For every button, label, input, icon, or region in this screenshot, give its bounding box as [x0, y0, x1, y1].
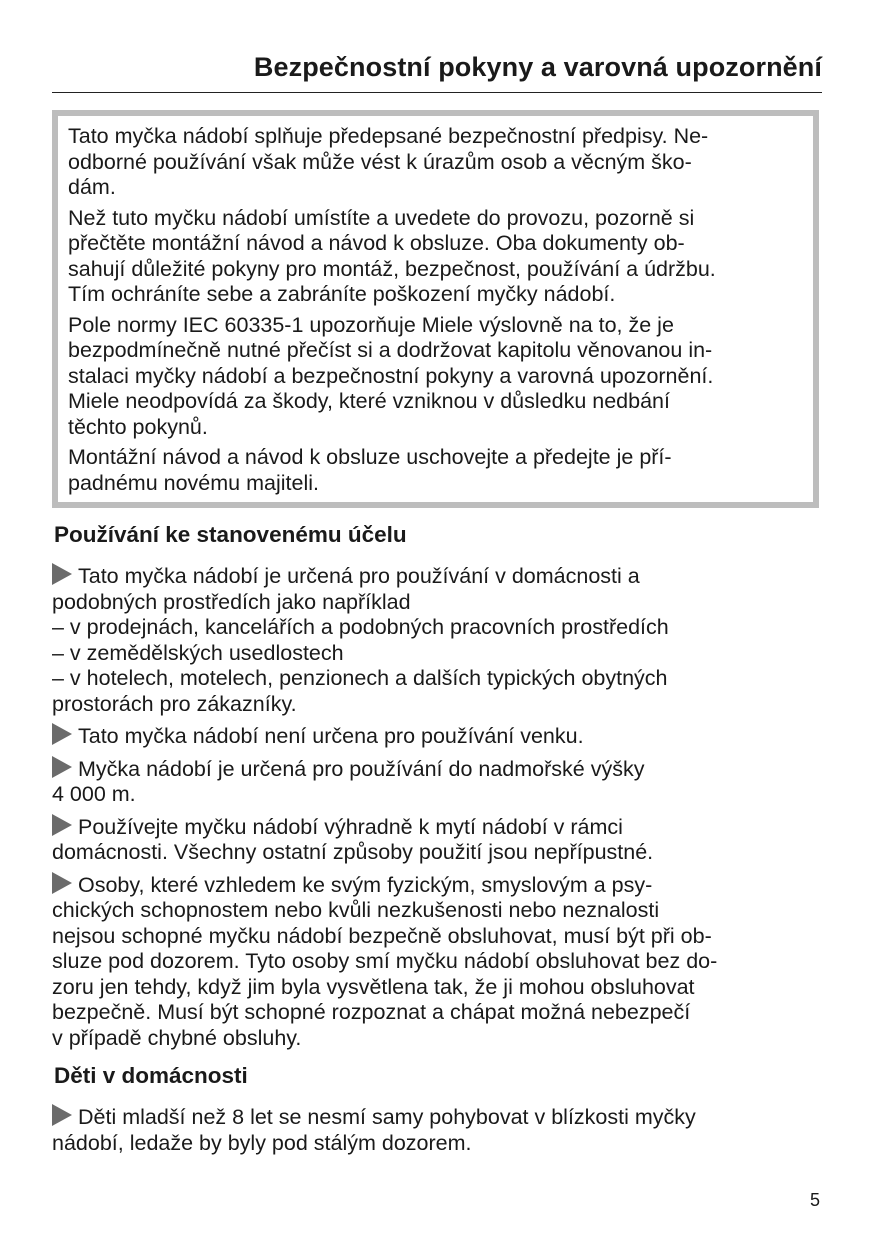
text-line: přečtěte montážní návod a návod k obsluze. Oba dokumenty ob- — [68, 231, 685, 255]
dash-item: – v hotelech, motelech, penzionech a dalších typických obytných — [52, 666, 668, 690]
warning-paragraph-2 — [68, 206, 810, 308]
warning-box-text — [68, 124, 810, 501]
text-line: Tato myčka nádobí splňuje předepsané bezpečnostní předpisy. Ne- — [68, 124, 709, 148]
section-heading-intended-use: Používání ke stanovenému účelu — [54, 522, 407, 547]
children-list — [52, 1104, 827, 1162]
list-item — [52, 814, 827, 866]
text-line — [52, 756, 827, 783]
text-line: chických schopnostem nebo kvůli nezkušenosti nebo neznalosti — [52, 898, 660, 922]
text-line: Montážní návod a návod k obsluze uschovejte a předejte je pří- — [68, 445, 672, 469]
text-line — [52, 814, 827, 841]
page-header-title: Bezpečnostní pokyny a varovná upozornění — [253, 52, 822, 82]
text-line: prostorách pro zákazníky. — [52, 691, 297, 716]
text-line: dám. — [68, 175, 116, 199]
arrow-bullet-icon — [52, 723, 72, 745]
text-line — [52, 563, 827, 590]
text-line: Pole normy IEC 60335-1 upozorňuje Miele výslovně na to, že je — [68, 312, 674, 337]
text-line: Než tuto myčku nádobí umístíte a uvedete do provozu, pozorně si — [68, 205, 695, 230]
text-line: odborné používání však může vést k úrazům osob a věcným ško- — [68, 149, 692, 174]
warning-box — [52, 110, 819, 508]
text-line: sahují důležité pokyny pro montáž, bezpečnost, používání a údržbu. — [68, 256, 716, 281]
header-divider — [52, 92, 822, 93]
dash-item: – v prodejnách, kancelářích a podobných pracovních prostředích — [52, 615, 669, 639]
arrow-bullet-icon — [52, 563, 72, 585]
text-line: nejsou schopné myčku nádobí bezpečně obsluhovat, musí být při ob- — [52, 923, 712, 948]
text-line: těchto pokynů. — [68, 414, 208, 439]
text-line-content: Děti mladší než 8 let se nesmí samy pohybovat v blízkosti myčky — [78, 1105, 696, 1129]
arrow-bullet-icon — [52, 872, 72, 894]
text-line: nádobí, ledaže by byly pod stálým dozorem. — [52, 1130, 472, 1155]
text-line: podobných prostředích jako například — [52, 589, 411, 614]
text-line-content: Myčka nádobí je určená pro používání do nadmořské výšky — [78, 756, 645, 781]
text-line: 4 000 m. — [52, 782, 136, 806]
text-line-content: Tato myčka nádobí není určena pro používání venku. — [78, 724, 584, 748]
text-line-content: Používejte myčku nádobí výhradně k mytí nádobí v rámci — [78, 814, 623, 839]
text-line-content: Tato myčka nádobí je určená pro používání v domácnosti a — [78, 564, 640, 588]
text-line: padnému novému majiteli. — [68, 470, 319, 495]
list-item — [52, 756, 827, 808]
list-item — [52, 563, 827, 717]
text-line: Miele neodpovídá za škody, které vzniknou v důsledku nedbání — [68, 389, 670, 413]
arrow-bullet-icon — [52, 756, 72, 778]
page-number: 5 — [809, 1190, 820, 1210]
text-line: stalaci myčky nádobí a bezpečnostní pokyny a varovná upozornění. — [68, 363, 714, 388]
warning-paragraph-1 — [68, 124, 810, 201]
text-line — [52, 723, 827, 750]
list-item — [52, 872, 827, 1052]
text-line: v případě chybné obsluhy. — [52, 1025, 302, 1050]
text-line: sluze pod dozorem. Tyto osoby smí myčku nádobí obsluhovat bez do- — [52, 949, 718, 973]
text-line-content: Osoby, které vzhledem ke svým fyzickým, smyslovým a psy- — [78, 872, 653, 897]
text-line: Tím ochráníte sebe a zabráníte poškození myčky nádobí. — [68, 282, 616, 306]
text-line: zoru jen tehdy, když jim byla vysvětlena tak, že ji mohou obsluhovat — [52, 974, 695, 999]
text-line: bezpečně. Musí být schopné rozpoznat a chápat možná nebezpečí — [52, 1000, 691, 1024]
warning-paragraph-3 — [68, 313, 810, 441]
text-line: domácnosti. Všechny ostatní způsoby použití jsou nepřípustné. — [52, 840, 654, 864]
arrow-bullet-icon — [52, 814, 72, 836]
warning-paragraph-4 — [68, 445, 810, 496]
intended-use-list — [52, 563, 827, 1057]
text-line — [52, 1104, 827, 1131]
arrow-bullet-icon — [52, 1104, 72, 1126]
list-item — [52, 1104, 827, 1156]
text-line — [52, 872, 827, 899]
section-heading-children: Děti v domácnosti — [54, 1063, 248, 1088]
list-item — [52, 723, 827, 750]
dash-item: – v zemědělských usedlostech — [52, 640, 344, 665]
text-line: bezpodmínečně nutné přečíst si a dodržovat kapitolu věnovanou in- — [68, 338, 713, 362]
